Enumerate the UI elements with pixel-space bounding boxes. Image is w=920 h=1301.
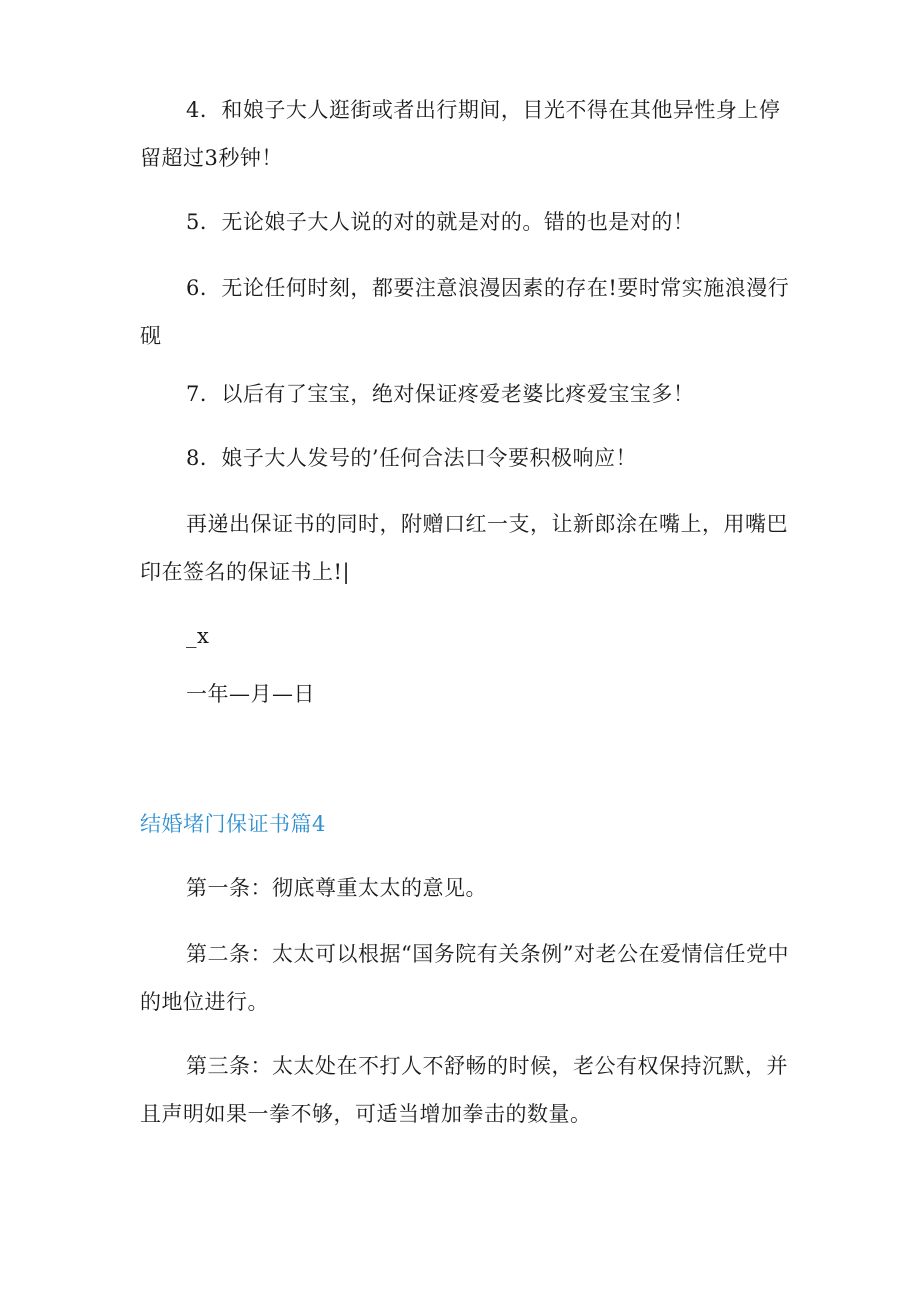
article-1: 第一条：彻底尊重太太的意见。 [186,876,487,900]
list-item-5: 5．无论娘子大人说的对的就是对的。错的也是对的！ [186,210,695,234]
article-2: 第二条：太太可以根据“国务院有关条例”对老公在爱情信任党中的地位进行。 [140,942,789,1014]
closing-note: 再递出保证书的同时，附赠口红一支，让新郎涂在嘴上，用嘴巴印在签名的保证书上!| [140,512,788,584]
list-item-7: 7．以后有了宝宝，绝对保证疼爱老婆比疼爱宝宝多！ [186,382,695,406]
signature-line: _x [186,624,210,648]
date-line: 一年—月—日 [186,682,315,706]
article-3: 第三条：太太处在不打人不舒畅的时候，老公有权保持沉默，并且声明如果一拳不够，可适当增加拳击的数量。 [140,1054,788,1126]
section-heading: 结婚堵门保证书篇4 [140,812,326,836]
list-item-4: 4．和娘子大人逛街或者出行期间，目光不得在其他异性身上停留超过3秒钟！ [140,98,781,170]
list-item-8: 8．娘子大人发号的’任何合法口令要积极响应！ [186,446,638,470]
list-item-6: 6．无论任何时刻，都要注意浪漫因素的存在!要时常实施浪漫行砚 [140,276,790,348]
